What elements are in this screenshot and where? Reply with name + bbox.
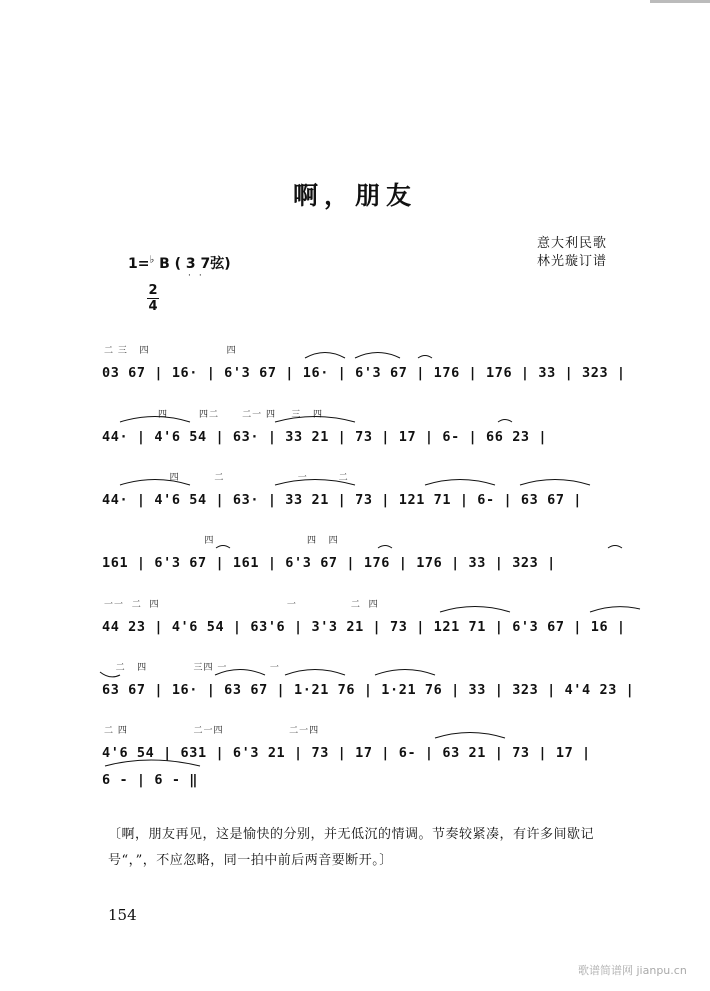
song-origin: 意大利民歌 <box>537 236 608 251</box>
key-note: B <box>159 256 170 272</box>
score-notes: 44 23 | 4'6 54 | 63'6 | 3'3 21 | 73 | 121 71 | 6'3 67 | 16 | <box>102 619 626 635</box>
fingering-marks: 一一 二 四 一 二 四 <box>104 600 379 610</box>
fingering-marks: 四 二 一 二 <box>104 473 349 483</box>
time-signature <box>147 284 159 313</box>
performance-note: 〔啊，朋友再见，这是愉快的分别，并无低沉的情调。节奏较紧凑，有许多间歇记号“，”，不应忽略，同一拍中前后两音要断开。〕 <box>108 827 595 868</box>
score-row-4 <box>100 533 640 593</box>
score-row-3 <box>100 470 640 530</box>
page-number: 154 <box>108 906 137 924</box>
slur-marks <box>100 772 640 812</box>
slur-marks <box>100 470 640 530</box>
slur-marks <box>100 597 640 657</box>
key-signature <box>128 253 231 273</box>
song-title: 啊，朋友 <box>292 181 417 210</box>
score-notes: 44· | 4'6 54 | 63· | 33 21 | 73 | 121 71 | 6- | 63 67 | <box>102 492 583 508</box>
score-row-1 <box>100 343 640 403</box>
fingering-marks: 二 四 二一四 二一四 <box>104 726 320 736</box>
score-row-5 <box>100 597 640 657</box>
site-watermark: 歌谱简谱网 jianpu.cn <box>578 964 687 977</box>
flat-sign: ♭ <box>149 254 155 266</box>
slur-marks <box>100 533 640 593</box>
score-notes: 161 | 6'3 67 | 161 | 6'3 67 | 176 | 176 | 33 | 323 | <box>102 555 556 571</box>
key-label: 1= <box>128 256 150 272</box>
fingering-marks: 二 四 三四 一 一 <box>104 663 280 673</box>
score-row-2 <box>100 407 640 467</box>
score-notes: 63 67 | 16· | 63 67 | 1·21 76 | 1·21 76 | 33 | 323 | 4'4 23 | <box>102 682 635 698</box>
time-sig-top: 2 <box>148 283 158 298</box>
slur-marks <box>100 407 640 467</box>
time-sig-bottom: 4 <box>148 299 158 314</box>
fingering-marks: 四 四 四 <box>104 536 339 546</box>
song-arranger: 林光璇订谱 <box>537 254 608 269</box>
tuning-dots: ·· <box>188 271 210 281</box>
score-notes: 6 - | 6 - ‖ <box>102 772 199 788</box>
score-row-6 <box>100 660 640 720</box>
score-notes: 4'6 54 | 631 | 6'3 21 | 73 | 17 | 6- | 63 21 | 73 | 17 | <box>102 745 591 761</box>
string-tuning: ( 3 7弦) <box>174 256 231 272</box>
fingering-marks: 四 四二 二一 四 三 四 <box>104 410 323 420</box>
slur-marks <box>100 660 640 720</box>
slur-marks <box>100 343 640 403</box>
page-top-rule <box>650 0 710 3</box>
fingering-marks: 二 三 四 四 <box>104 346 237 356</box>
score-notes: 44· | 4'6 54 | 63· | 33 21 | 73 | 17 | 6- | 66 23 | <box>102 429 548 445</box>
score-notes: 03 67 | 16· | 6'3 67 | 16· | 6'3 67 | 176 | 176 | 33 | 323 | <box>102 365 626 381</box>
